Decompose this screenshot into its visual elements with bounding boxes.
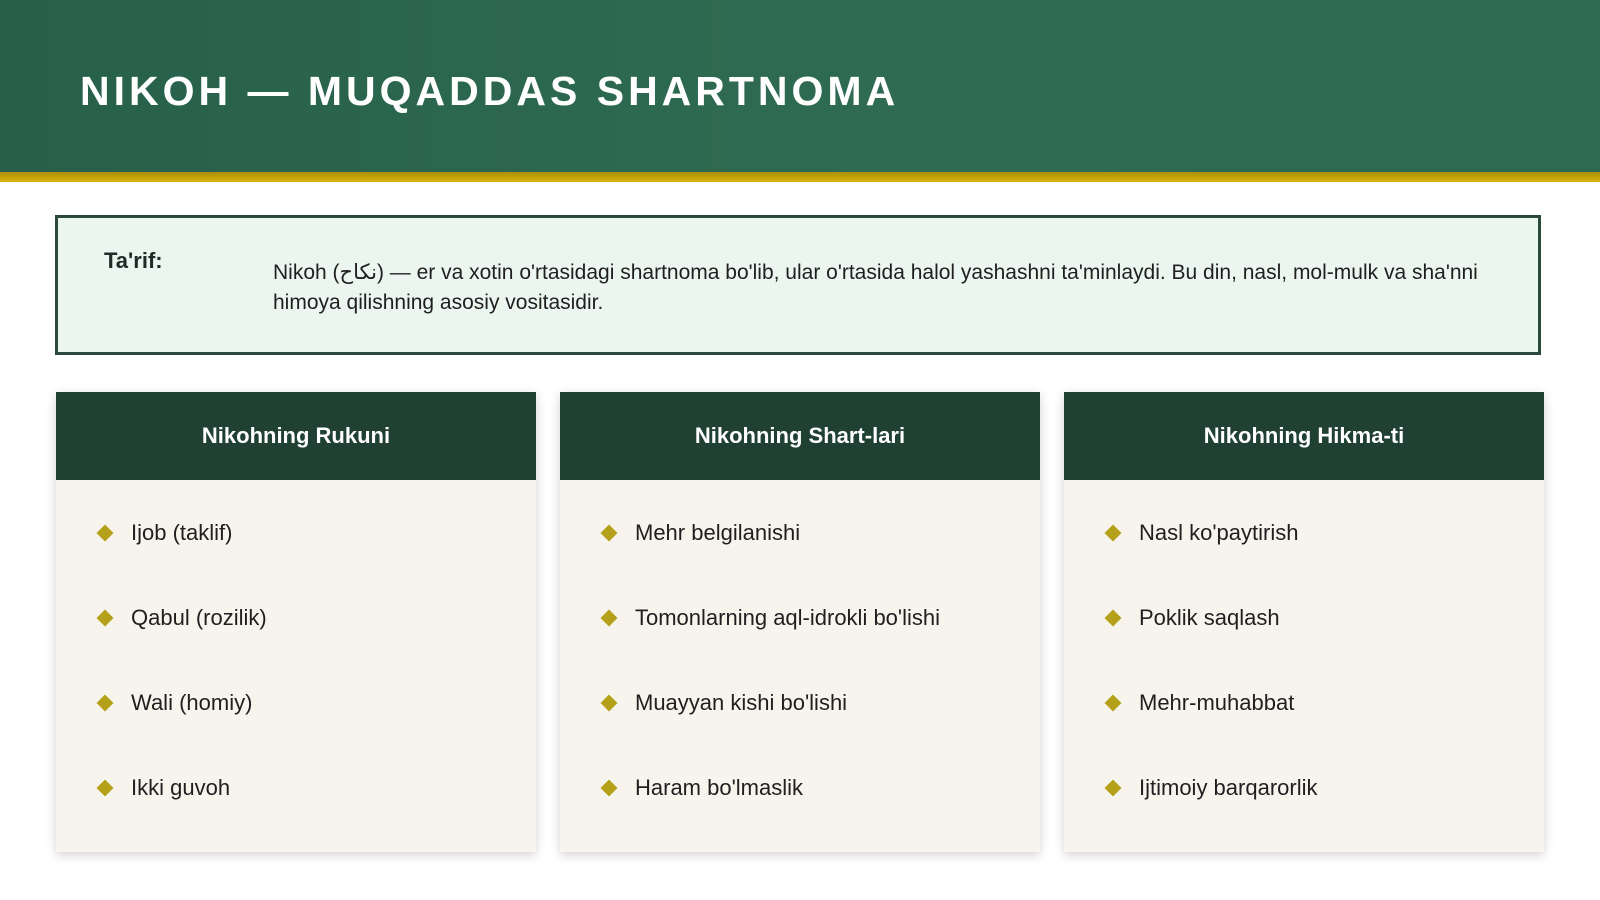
card-hikmat xyxy=(1064,392,1544,852)
list-item-text: Wali (homiy) xyxy=(131,690,253,715)
header-banner xyxy=(0,0,1600,172)
definition-text: Nikoh (نكاح) — er va xotin o'rtasidagi shartnoma bo'lib, ular o'rtasida halol yashashni ta'minlaydi. Bu din, nasl, mol-mulk va sha'nni himoya qilishning asosiy vositasidir. xyxy=(273,261,1478,314)
diamond-bullet-icon xyxy=(97,610,114,627)
diamond-bullet-icon xyxy=(601,525,618,542)
list-item xyxy=(1104,520,1298,546)
list-item-text: Qabul (rozilik) xyxy=(131,605,267,630)
header-accent-stripe xyxy=(0,172,1600,182)
diamond-bullet-icon xyxy=(1105,695,1122,712)
list-item-text: Tomonlarning aql-idrokli bo'lishi xyxy=(635,605,941,630)
card-title: Nikohning Rukuni xyxy=(56,392,536,480)
diamond-bullet-icon xyxy=(97,780,114,797)
list-item-text: Mehr-muhabbat xyxy=(1139,690,1295,715)
list-item xyxy=(600,605,940,631)
diamond-bullet-icon xyxy=(1105,780,1122,797)
card-title: Nikohning Hikma-ti xyxy=(1064,392,1544,480)
list-item xyxy=(1104,690,1294,716)
list-item-text: Ijtimoiy barqarorlik xyxy=(1139,775,1318,800)
page-title: NIKOH — MUQADDAS SHARTNOMA xyxy=(80,68,900,114)
list-item-text: Ijob (taklif) xyxy=(131,520,233,545)
list-item xyxy=(600,775,803,801)
diamond-bullet-icon xyxy=(97,695,114,712)
list-item-text: Poklik saqlash xyxy=(1139,605,1280,630)
list-item-text: Haram bo'lmaslik xyxy=(635,775,804,800)
list-item-text: Nasl ko'paytirish xyxy=(1139,520,1299,545)
card-title: Nikohning Shart-lari xyxy=(560,392,1040,480)
list-item xyxy=(96,520,232,546)
definition-box xyxy=(55,215,1541,355)
definition-label: Ta'rif: xyxy=(104,248,163,273)
diamond-bullet-icon xyxy=(1105,610,1122,627)
card-shartlar xyxy=(560,392,1040,852)
card-rukun xyxy=(56,392,536,852)
diamond-bullet-icon xyxy=(601,695,618,712)
list-item xyxy=(96,605,267,631)
list-item xyxy=(600,520,800,546)
list-item-text: Ikki guvoh xyxy=(131,775,231,800)
list-item xyxy=(96,775,230,801)
diamond-bullet-icon xyxy=(601,610,618,627)
list-item xyxy=(1104,605,1280,631)
list-item-text: Mehr belgilanishi xyxy=(635,520,801,545)
list-item xyxy=(96,690,252,716)
diamond-bullet-icon xyxy=(1105,525,1122,542)
diamond-bullet-icon xyxy=(97,525,114,542)
diamond-bullet-icon xyxy=(601,780,618,797)
list-item-text: Muayyan kishi bo'lishi xyxy=(635,690,848,715)
list-item xyxy=(600,690,847,716)
list-item xyxy=(1104,775,1318,801)
